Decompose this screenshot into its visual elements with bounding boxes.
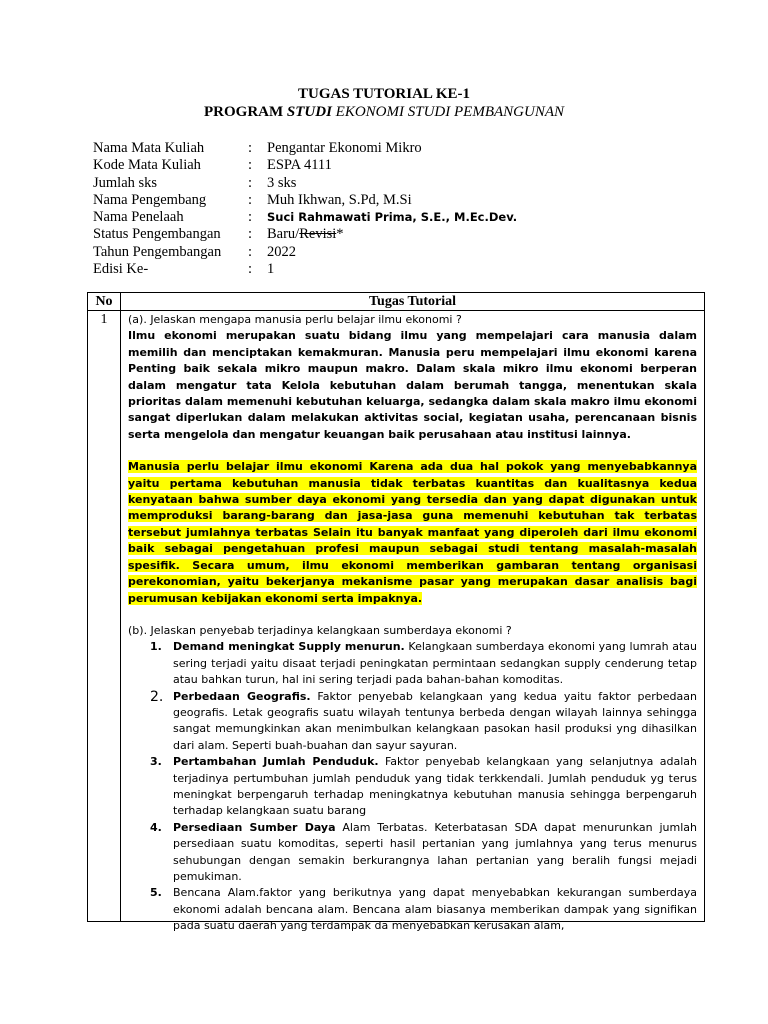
meta-label: Nama Mata Kuliah	[93, 140, 205, 156]
item-heading: Perbedaan Geografis.	[173, 689, 311, 703]
task-table	[87, 292, 705, 933]
meta-value: ESPA 4111	[267, 157, 332, 174]
status-revisi-struck: Revisi	[299, 226, 337, 243]
meta-colon: :	[248, 226, 253, 243]
task-content	[128, 312, 697, 935]
highlighted-answer: Manusia perlu belajar ilmu ekonomi Karena ada dua hal pokok yang menyebabkannya yaitu pertama kebutuhan manusia tidak terbatas kuantitas dan kualitasnya kedua kenyataan bahwa sumber daya ekonomi yang tersedia dan yang dapat digunakan untuk memproduksi barang-barang dan jasa-jasa guna memenuhi kebutuhan tak terbatas tersebut jumlahnya terbatas Selain itu banyak manfaat yang diperoleh dari ilmu ekonomi baik sebagai pengetahuan profesi maupun sebagai studi tentang masalah-masalah spesifik. Secara umum, ilmu ekonomi memberikan gambaran tentang organisasi perekonomian, yaitu bekerjanya mekanisme pasar yang merupakan dasar analisis bagi perumusan kebijakan ekonomi serta impaknya.	[128, 460, 697, 605]
list-item	[128, 689, 697, 755]
program-title	[0, 103, 768, 122]
meta-label: Nama Pengembang	[93, 191, 207, 208]
program-name: EKONOMI STUDI PEMBANGUNAN	[331, 104, 564, 120]
item-body: Bencana Alam.faktor yang berikutnya yang dapat menyebabkan kekurangan sumberdaya ekonomi adalah bencana alam. Bencana alam biasanya memberikan dampak yang signifikan pada suatu daerah yang terdampak da menyebabkan kerusakan alam,	[173, 886, 697, 933]
meta-value: Pengantar Ekonomi Mikro	[267, 140, 422, 156]
meta-value: 3 sks	[267, 174, 297, 191]
meta-value: 1	[267, 261, 275, 278]
item-heading: Persediaan Sumber Daya	[173, 820, 336, 834]
item-heading: Pertambahan Jumlah Penduduk.	[173, 755, 379, 769]
list-item	[128, 639, 697, 688]
item-body: Kelangkaan sumberdaya ekonomi yang lumrah atau sering terjadi yaitu disaat terjadi peningkatan permintaan sedangkan supply cenderung tetap atau bahkan turun, hal ini sering terjadi pada bahan-bahan komoditas.	[173, 640, 697, 687]
header-divider	[88, 310, 704, 311]
list-number: 3.	[150, 755, 162, 769]
meta-colon: :	[248, 140, 253, 156]
status-asterisk: *	[336, 226, 344, 243]
meta-value: Muh Ikhwan, S.Pd, M.Si	[267, 191, 412, 208]
meta-label: Tahun Pengembangan	[93, 243, 222, 260]
list-item	[128, 820, 697, 886]
meta-colon: :	[248, 243, 253, 260]
list-item	[128, 754, 697, 820]
program-label: PROGRAM	[204, 104, 284, 120]
meta-value: Suci Rahmawati Prima, S.E., M.Ec.Dev.	[267, 210, 518, 225]
item-body: Faktor penyebab kelangkaan yang kedua yaitu faktor perbedaan geografis. Letak geografis suatu wilayah tentunya berbeda dengan wilayah lainnya sehingga sangat memungkinkan akan menimbulkan kelangkaan pasokan hasil produksi yng dihasilkan dari alam. Seperti buah-buahan dan sayur sayuran.	[173, 689, 697, 752]
meta-colon: :	[248, 157, 253, 174]
question-a: (a). Jelaskan mengapa manusia perlu belajar ilmu ekonomi ?	[128, 313, 462, 326]
list-item	[128, 885, 697, 934]
column-divider	[120, 293, 121, 921]
item-body: Alam Terbatas. Keterbatasan SDA dapat menurunkan jumlah persediaan suatu komoditas, seperti hasil pertanian yang jumlahnya yang terus menurus sehubungan dengan semakin berkurangnya lahan pertanian yang beralih fungsi mejadi pemukiman.	[173, 820, 697, 883]
meta-label: Status Pengembangan	[93, 226, 221, 243]
status-new: Baru/	[267, 226, 300, 243]
studi-label: STUDI	[286, 104, 332, 120]
meta-label: Edisi Ke-	[93, 261, 149, 278]
question-b: (b). Jelaskan penyebab terjadinya kelangkaan sumberdaya ekonomi ?	[128, 623, 512, 637]
item-heading: Demand meningkat Supply menurun.	[173, 640, 405, 654]
meta-label: Kode Mata Kuliah	[93, 157, 201, 174]
header-task: Tugas Tutorial	[368, 294, 457, 309]
list-number: 2.	[150, 688, 164, 705]
meta-value	[267, 226, 344, 243]
meta-colon: :	[248, 209, 253, 226]
answer-a-paragraph-2	[128, 459, 697, 607]
list-number: 5.	[150, 886, 162, 900]
meta-colon: :	[248, 191, 253, 208]
document-title: TUGAS TUTORIAL KE-1	[298, 86, 470, 102]
list-number: 4.	[150, 820, 162, 834]
causes-list	[128, 639, 697, 934]
meta-colon: :	[248, 174, 253, 191]
meta-colon: :	[248, 261, 253, 278]
list-number: 1.	[150, 640, 162, 654]
meta-label: Nama Penelaah	[93, 209, 184, 226]
meta-label: Jumlah sks	[93, 174, 158, 191]
meta-value: 2022	[267, 243, 296, 260]
item-body: Faktor penyebab kelangkaan yang selanjutnya adalah terjadinya pertumbuhan jumlah penduduk yang tidak terkkendali. Jumlah penduduk yg terus meningkat berpengaruh terhadap meningkatnya kebutuhan manusia sehingga berpengaruh terhadap kelangkaan suatu barang	[173, 755, 697, 818]
header-no: No	[95, 294, 113, 309]
answer-a-paragraph-1: Ilmu ekonomi merupakan suatu bidang ilmu yang mempelajari cara manusia dalam memilih dan menciptakan kemakmuran. Manusia peru mempelajari ilmu ekonomi karena Penting baik sekala mikro maupun makro. Dalam skala mikro ilmu ekonomi berperan dalam mengatur tata Kelola kebutuhan dalam berumah tangga, menentukan skala prioritas dalam memenuhi kebutuhan keluarga, sedangka dalam skala makro ilmu ekonomi sangat diperlukan dalam melakukan aktivitas social, kegiatan usaha, perencanaan bisnis serta mengelola dan mengatur keuangan baik perusahaan atau institusi lainnya.	[128, 329, 697, 441]
row-number: 1	[100, 312, 108, 327]
